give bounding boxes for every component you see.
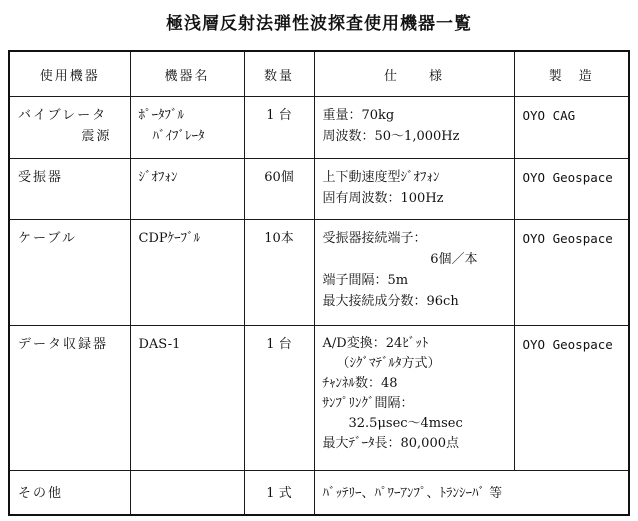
maker-value: OYO Geospace [522,337,613,352]
quantity-value: 1 台 [266,337,292,352]
header-model: 機器名 [130,51,244,97]
spec-line: A/D変換：24ﾋﾞｯﾄ [322,336,429,351]
spec-line: 受振器接続端子： [322,231,427,246]
table-row [9,159,629,220]
header-maker: 製 造 [514,51,629,97]
quantity-value: 1 式 [266,486,292,501]
cell-maker [514,97,629,159]
cell-maker [514,159,629,220]
model-line: DAS-1 [138,337,181,352]
header-equipment: 使用機器 [9,51,130,97]
cell-equipment [9,159,130,220]
header-spec: 仕 様 [314,51,514,97]
spec-line: （ｼｸﾞﾏﾃﾞﾙﾀ方式） [336,356,441,371]
cell-quantity [244,220,314,326]
spec-line: ｻﾝﾌﾟﾘﾝｸﾞ間隔： [322,396,414,411]
quantity-value: 1 台 [266,108,292,123]
maker-value: OYO Geospace [522,170,613,185]
cell-spec [314,471,629,515]
quantity-value: 10本 [264,231,294,246]
equipment-name: ケーブル [18,231,77,246]
cell-spec [314,220,514,326]
cell-model [130,159,244,220]
cell-equipment [9,220,130,326]
cell-maker [514,326,629,471]
table-row [9,97,629,159]
cell-quantity [244,471,314,515]
page-title: 極浅層反射法弾性波探査使用機器一覧 [166,14,472,34]
cell-spec [314,326,514,471]
equipment-name: バイブレータ [18,108,108,123]
spec-line: 固有周波数：100Hz [322,191,444,206]
spec-line: 重量：70kg [322,108,395,123]
cell-quantity [244,159,314,220]
table-row [9,471,629,515]
cell-equipment [9,97,130,159]
cell-equipment [9,326,130,471]
maker-value: OYO CAG [522,108,576,123]
model-line: ﾎﾟｰﾀﾌﾞﾙ [138,108,184,123]
maker-value: OYO Geospace [522,231,613,246]
cell-spec [314,97,514,159]
table-row [9,326,629,471]
spec-line: 最大ﾃﾞｰﾀ長：80,000点 [322,436,459,451]
model-line: CDPｹｰﾌﾞﾙ [138,231,201,246]
cell-quantity [244,326,314,471]
spec-line: 6個／本 [430,252,478,267]
spec-line: 端子間隔：5m [322,273,409,288]
spec-line: 最大接続成分数：96ch [322,294,459,309]
table-header-row [9,51,629,97]
equipment-name: データ収録器 [18,337,109,352]
cell-model [130,471,244,515]
cell-model [130,326,244,471]
spec-line: ﾊﾞｯﾃﾘｰ、ﾊﾟﾜｰｱﾝﾌﾟ、ﾄﾗﾝｼｰﾊﾞ 等 [322,486,503,501]
cell-quantity [244,97,314,159]
quantity-value: 60個 [264,170,294,185]
equipment-table [8,50,630,516]
cell-equipment [9,471,130,515]
equipment-name: 受振器 [18,170,64,185]
equipment-subname: 震源 [81,129,112,144]
model-line: ﾊﾞｲﾌﾞﾚｰﾀ [152,129,205,144]
header-quantity: 数量 [244,51,314,97]
equipment-name: その他 [18,486,64,501]
spec-line: 32.5μsec～4msec [348,416,463,431]
cell-model [130,220,244,326]
spec-line: 上下動速度型ｼﾞｵﾌｫﾝ [322,170,440,185]
model-line: ｼﾞｵﾌｫﾝ [138,170,178,185]
cell-maker [514,220,629,326]
spec-line: 周波数：50～1,000Hz [322,129,460,144]
cell-spec [314,159,514,220]
table-row [9,220,629,326]
spec-line: ﾁｬﾝﾈﾙ数：48 [322,376,398,391]
cell-model [130,97,244,159]
